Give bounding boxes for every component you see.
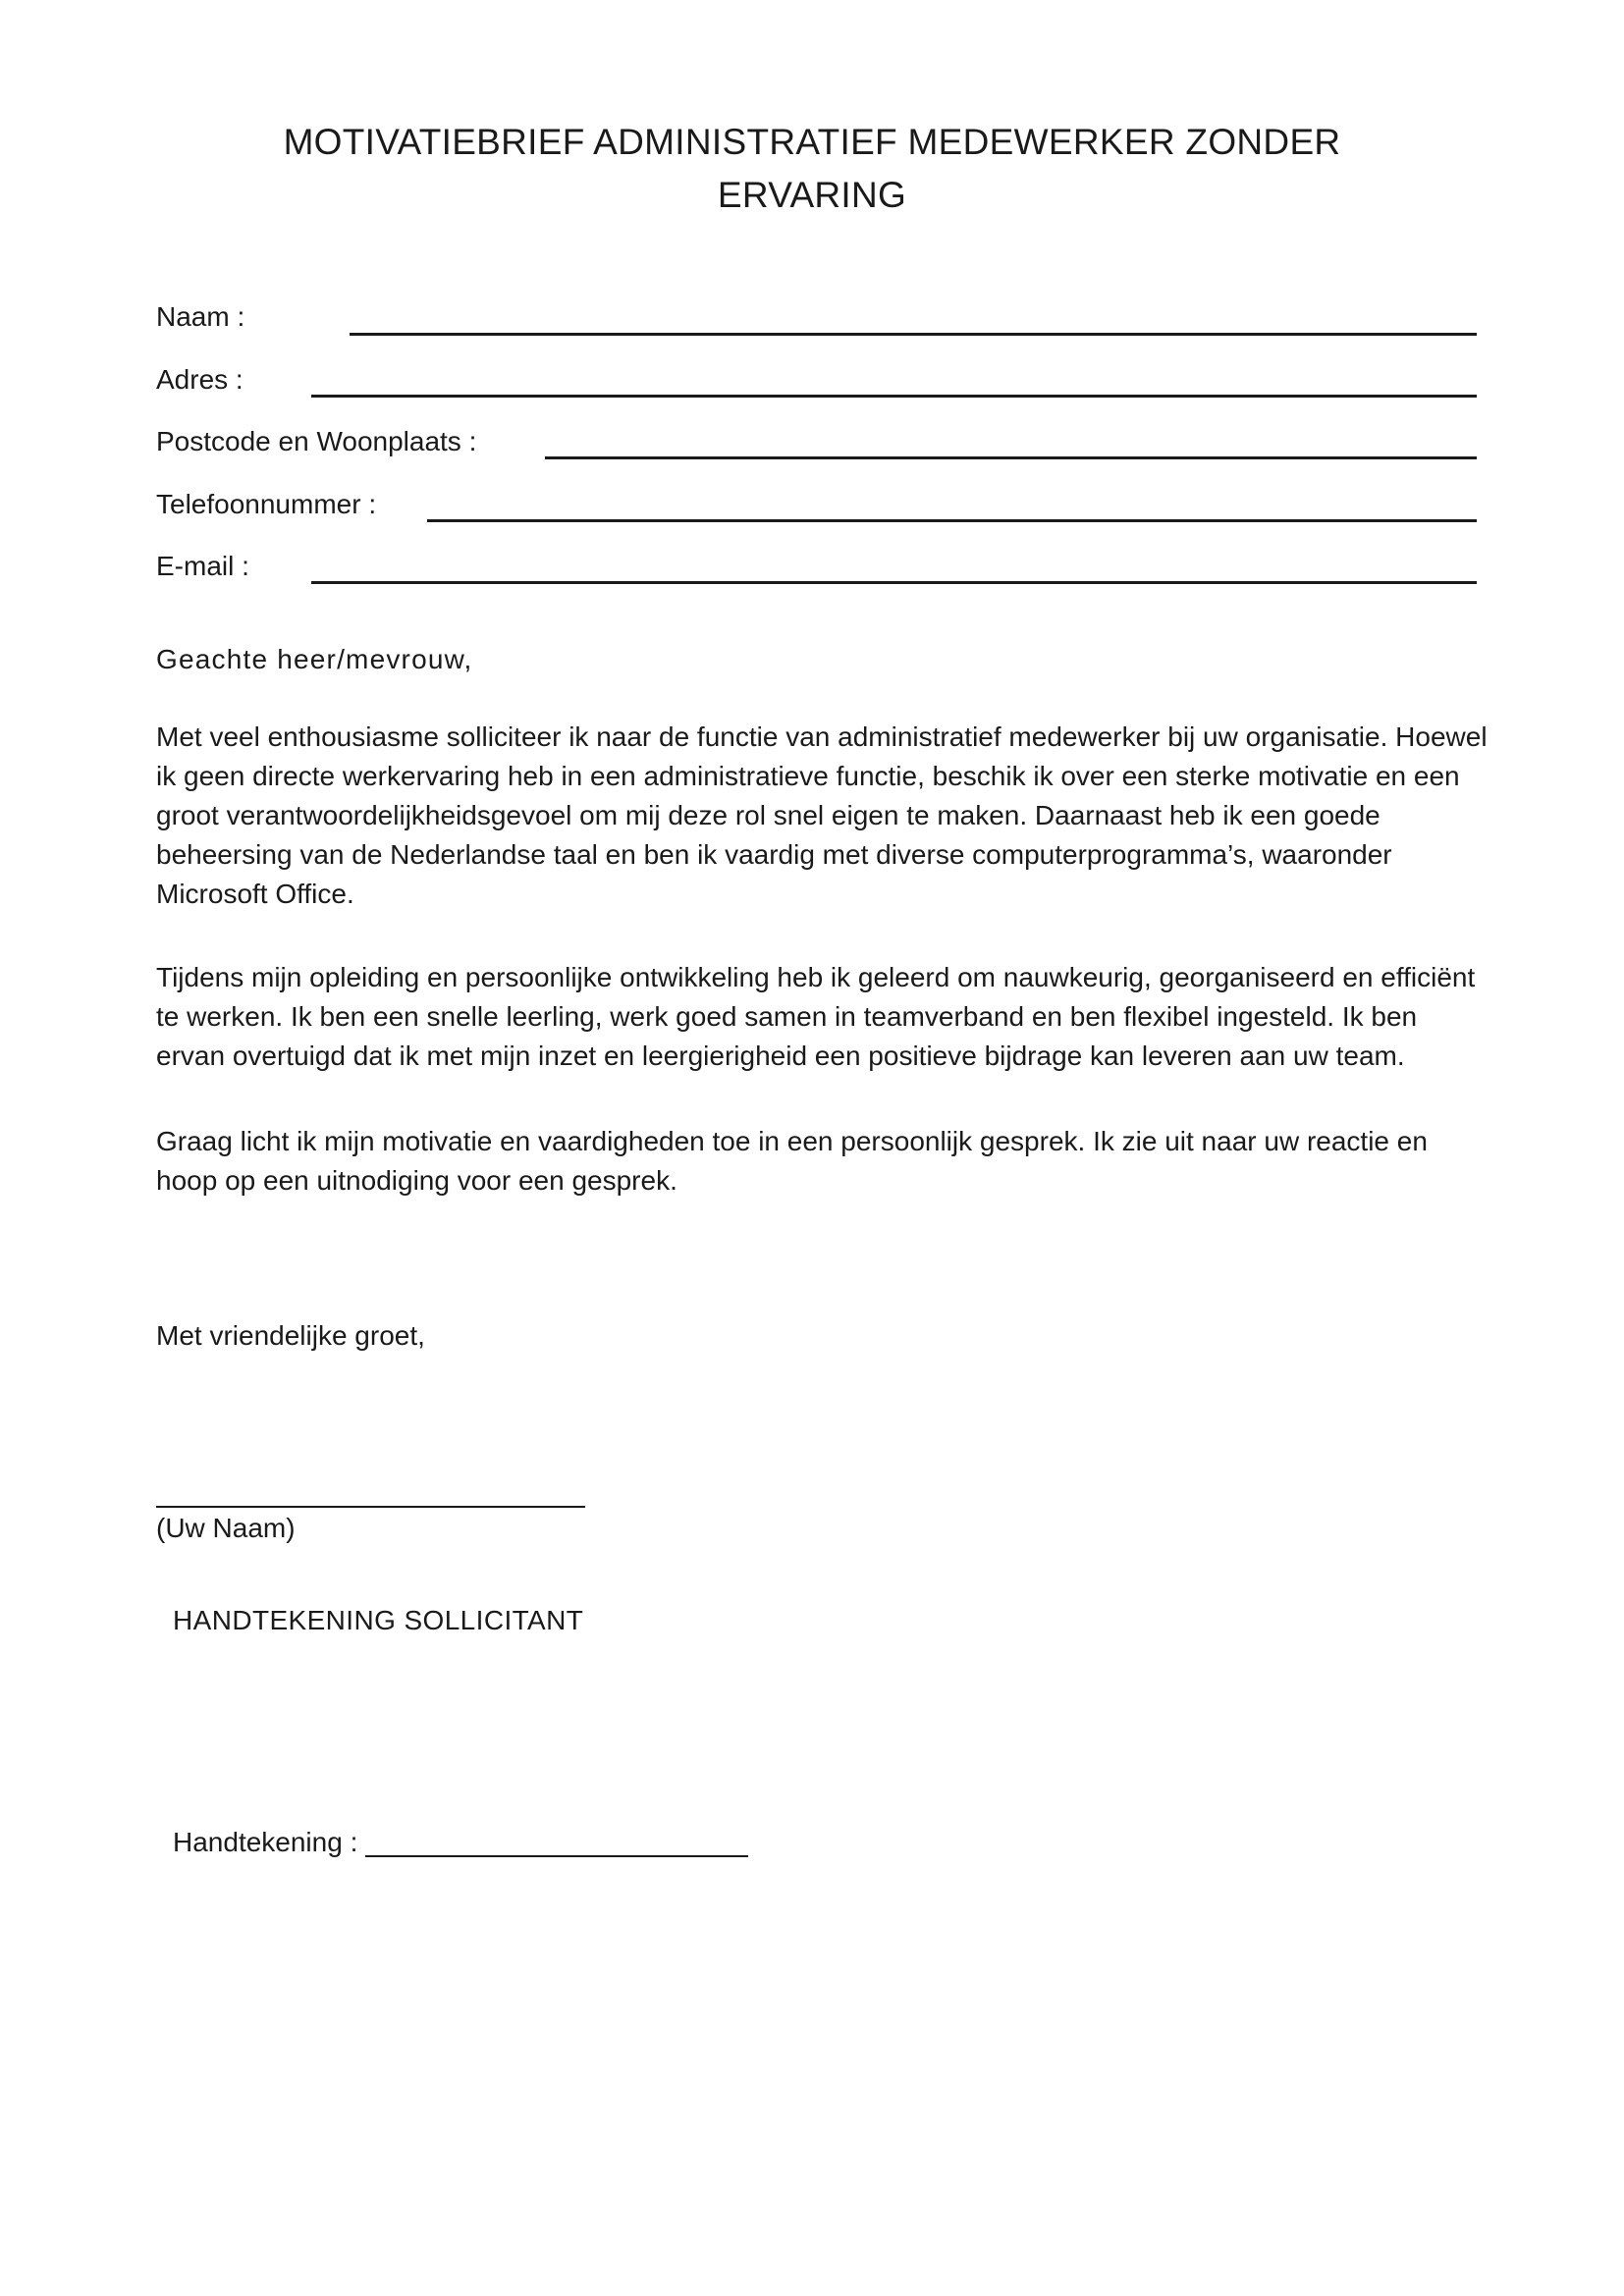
signature-heading: HANDTEKENING SOLLICITANT	[173, 1605, 584, 1635]
telefoonnummer-field[interactable]	[427, 519, 1477, 522]
naam-label: Naam :	[156, 301, 245, 332]
postcode-woonplaats-label: Postcode en Woonplaats :	[156, 426, 477, 456]
salutation: Geachte heer/mevrouw,	[156, 644, 473, 674]
document-title-line-1: MOTIVATIEBRIEF ADMINISTRATIEF MEDEWERKER ZONDER	[283, 122, 1341, 162]
paragraph-2: Tijdens mijn opleiding en persoonlijke ontwikkeling heb ik geleerd om nauwkeurig, georganiseerd en efficiënt te werken. Ik ben een snelle leerling, werk goed samen in teamverband en ben flexibel ingesteld. Ik ben ervan overtuigd dat ik met mijn inzet en leergierigheid een positieve bijdrage kan leveren aan uw team.	[156, 962, 1476, 1071]
paragraph-1: Met veel enthousiasme solliciteer ik naar de functie van administratief medewerker bij uw organisatie. Hoewel ik geen directe werkervaring heb in een administratieve functie, beschik ik over een sterke motivatie en een groot verantwoordelijkheidsgevoel om mij deze rol snel eigen te maken. Daarnaast heb ik een goede beheersing van de Nederlandse taal en ben ik vaardig met diverse computerprogramma’s, waaronder Microsoft Office.	[156, 721, 1488, 909]
telefoonnummer-label: Telefoonnummer :	[156, 489, 377, 519]
signature-field[interactable]	[365, 1855, 748, 1857]
adres-label: Adres :	[156, 364, 244, 395]
name-signature-line[interactable]	[156, 1506, 585, 1508]
document-title	[0, 116, 1624, 222]
adres-field[interactable]	[311, 395, 1477, 398]
signature-label: Handtekening :	[173, 1827, 358, 1857]
postcode-woonplaats-field[interactable]	[545, 456, 1477, 459]
document-title-line-2: ERVARING	[717, 175, 907, 215]
closing: Met vriendelijke groet,	[156, 1320, 425, 1351]
email-field[interactable]	[311, 581, 1477, 584]
paragraph-3: Graag licht ik mijn motivatie en vaardigheden toe in een persoonlijk gesprek. Ik zie uit naar uw reactie en hoop op een uitnodiging voor een gesprek.	[156, 1126, 1428, 1196]
email-label: E-mail :	[156, 551, 249, 581]
naam-field[interactable]	[350, 333, 1477, 336]
name-placeholder: (Uw Naam)	[156, 1513, 296, 1543]
